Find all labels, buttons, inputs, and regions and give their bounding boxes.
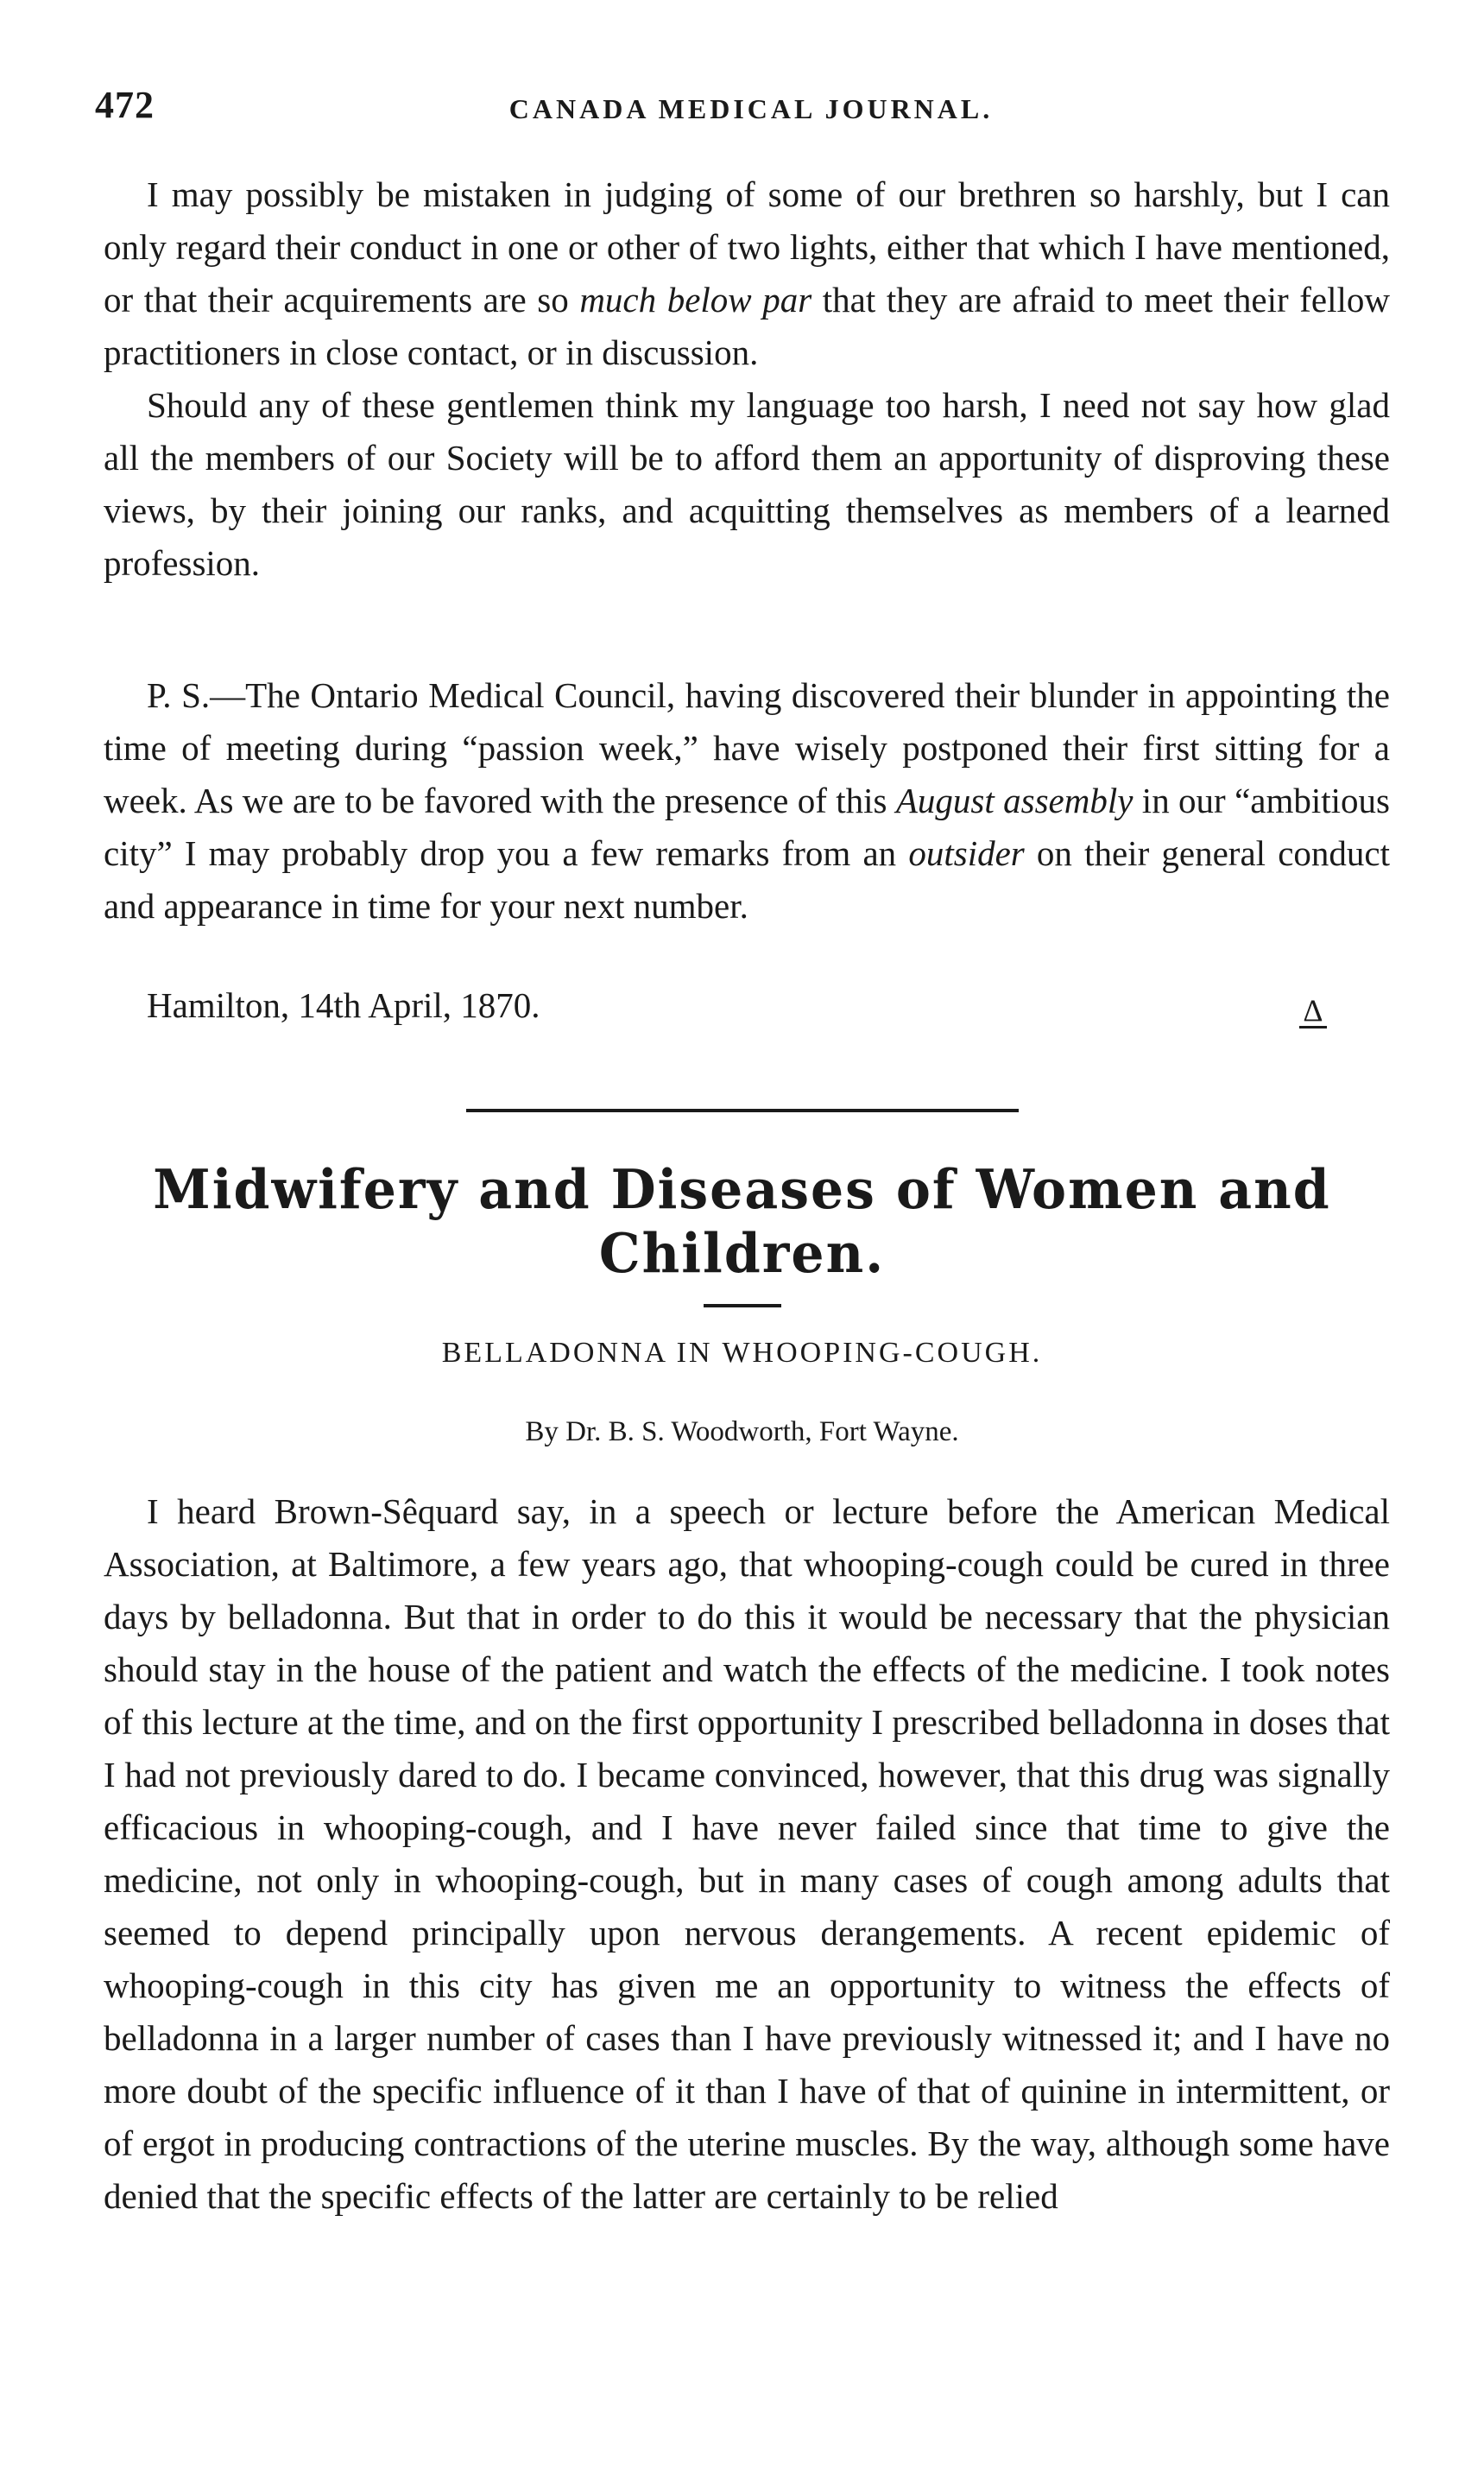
journal-title: CANADA MEDICAL JOURNAL. xyxy=(508,93,994,124)
article-paragraph: I heard Brown-Sêquard say, in a speech or lecture before the American Medical Association, at Baltimore, a few years ago, that whooping-cough could be cured in three days by belladonna. But that in order to do this it would be necessary that the physician should stay in the house of the patient and watch the effects of the medicine. I took notes of this lecture at the time, and on the first opportunity I prescribed belladonna in doses that I had not previously dared to do. I became convinced, however, that this drug was signally efficacious in whooping-cough, and I have never failed since that time to give the medicine, not only in whooping-cough, but in many cases of cough among adults that seemed to depend principally upon nervous derangements. A recent epidemic of whooping-cough in this city has given me an opportunity to witness the effects of belladonna in a larger number of cases than I have previously witnessed it; and I have no more doubt of the specific influence of it than I have of that of quinine in intermittent, or of ergot in producing contractions of the uterine muscles. By the way, although some have denied that the specific effects of the latter are certainly to be relied xyxy=(104,1491,1390,2216)
letter-body xyxy=(104,168,1390,590)
article-byline: By Dr. B. S. Woodworth, Fort Wayne. xyxy=(525,1416,959,1447)
letter-paragraph: I may possibly be mistaken in judging of some of our brethren so harshly, but I can only regard their conduct in one or other of two lights, either that which I have mentioned, or that their acquirements are so much below par that they are afraid to meet their fellow practitioners in close contact, or in discussion. xyxy=(104,174,1390,372)
article-title: BELLADONNA IN WHOOPING-COUGH. xyxy=(441,1337,1043,1369)
postscript-paragraph: P. S.—The Ontario Medical Council, having discovered their blunder in appointing the time of meeting during “passion week,” have wisely postponed their first sitting for a week. As we are to be favored with the presence of this August assembly in our “ambitious city” I may probably drop you a few remarks from an outsider on their general conduct and appearance in time for your next number. xyxy=(104,675,1391,926)
letter-paragraph: Should any of these gentlemen think my language too harsh, I need not say how glad all the members of our Society will be to afford them an apportunity of disproving these views, by their joining our ranks, and acquitting themselves as members of a learned profession. xyxy=(104,385,1390,583)
section-divider xyxy=(466,1109,1019,1112)
postscript xyxy=(104,669,1390,933)
page-number: 472 xyxy=(95,84,155,126)
section-heading: Midwifery and Diseases of Women and Children. xyxy=(153,1158,1331,1286)
heading-divider xyxy=(704,1304,781,1307)
signature-mark: Δ xyxy=(1299,995,1327,1028)
italic-phrase: outsider xyxy=(908,833,1025,873)
italic-phrase: much below par xyxy=(579,280,812,320)
running-head xyxy=(95,83,1407,135)
italic-phrase: August assembly xyxy=(895,781,1134,820)
article-body xyxy=(104,1485,1390,2223)
dateline: Hamilton, 14th April, 1870. xyxy=(147,985,540,1025)
